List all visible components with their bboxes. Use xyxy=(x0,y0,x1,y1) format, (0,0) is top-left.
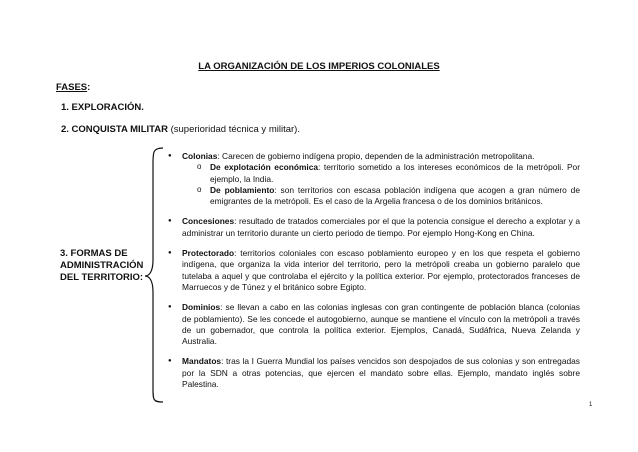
list-item-protectorado xyxy=(168,248,580,293)
phase-exploracion-label: 1. EXPLORACIÓN. xyxy=(61,102,144,113)
colonias-term: Colonias xyxy=(182,151,218,161)
poblamiento-text: : son territorios con escasa población indígena que acogen a gran número de emigrantes de la metrópoli. Es el caso de la Argelia francesa o de los dominios británicos. xyxy=(210,184,580,207)
admin-forms-list xyxy=(168,151,580,390)
list-item-dominios xyxy=(168,302,580,347)
fases-heading: FASES: xyxy=(56,82,91,93)
page-number: 1 xyxy=(589,402,593,408)
admin-forms-label: 3. FORMAS DE ADMINISTRACIÓN DEL TERRITORIO: xyxy=(60,248,144,283)
protectorado-text: : territorios coloniales con escaso poblamiento europeo y en los que respeta el gobierno indígena, que organiza la vida interior del territorio, pero la metrópoli creaba un gobierno paralelo que tutelaba a aquel y que controlaba el ejército y la política exterior. Por ejemplo, protectorados franceses de Marruecos y de Túnez y el británico sobre Egipto. xyxy=(182,248,580,292)
curly-brace xyxy=(143,146,165,404)
concesiones-term: Concesiones xyxy=(182,216,235,227)
dominios-text: : se llevan a cabo en las colonias inglesas con gran contingente de población blanca (colonias de poblamiento). Se les concede el autogobierno, aunque se mantiene el vínculo con la metrópoli a través de un gobernador, que controla la política exterior. Ejemplos, Canadá, Sudáfrica, Nueva Zelanda y Australia. xyxy=(182,302,580,347)
sub-item-poblamiento xyxy=(168,185,580,208)
phase-conquista-detail: (superioridad técnica y militar). xyxy=(167,124,300,135)
poblamiento-term: De poblamiento xyxy=(210,184,275,195)
concesiones-text: : resultado de tratados comerciales por el que la potencia consigue el derecho a explotar y a administrar un territorio durante un cierto periodo de tiempo. Por ejemplo Hong-Kong en China. xyxy=(182,216,580,238)
mandatos-text: : tras la I Guerra Mundial los países vencidos son despojados de sus colonias y son entregadas por la SDN a otras potencias, que ejercen el mandato sobre ellas. Ejemplo, mandato inglés sobre Palestina. xyxy=(182,356,580,390)
fases-label: FASES xyxy=(56,82,88,93)
explotacion-text: : territorio sometido a los intereses económicos de la metrópoli. Por ejemplo, la India. xyxy=(210,162,580,184)
sub-item-explotacion xyxy=(168,162,580,185)
phase-exploracion xyxy=(61,102,144,113)
phase-conquista xyxy=(61,124,300,135)
list-item-concesiones xyxy=(168,216,580,239)
phase-conquista-label: 2. CONQUISTA MILITAR xyxy=(61,124,168,135)
dominios-term: Dominios xyxy=(182,302,221,313)
page-title: LA ORGANIZACIÓN DE LOS IMPERIOS COLONIALES xyxy=(198,61,440,72)
mandatos-term: Mandatos xyxy=(182,356,222,367)
list-item-colonias xyxy=(168,151,580,162)
colonias-text: : Carecen de gobierno indígena propio, dependen de la administración metropolitana. xyxy=(217,151,535,161)
protectorado-term: Protectorado xyxy=(182,248,235,259)
list-item-mandatos xyxy=(168,356,580,390)
explotacion-term: De explotación económica xyxy=(210,162,319,173)
